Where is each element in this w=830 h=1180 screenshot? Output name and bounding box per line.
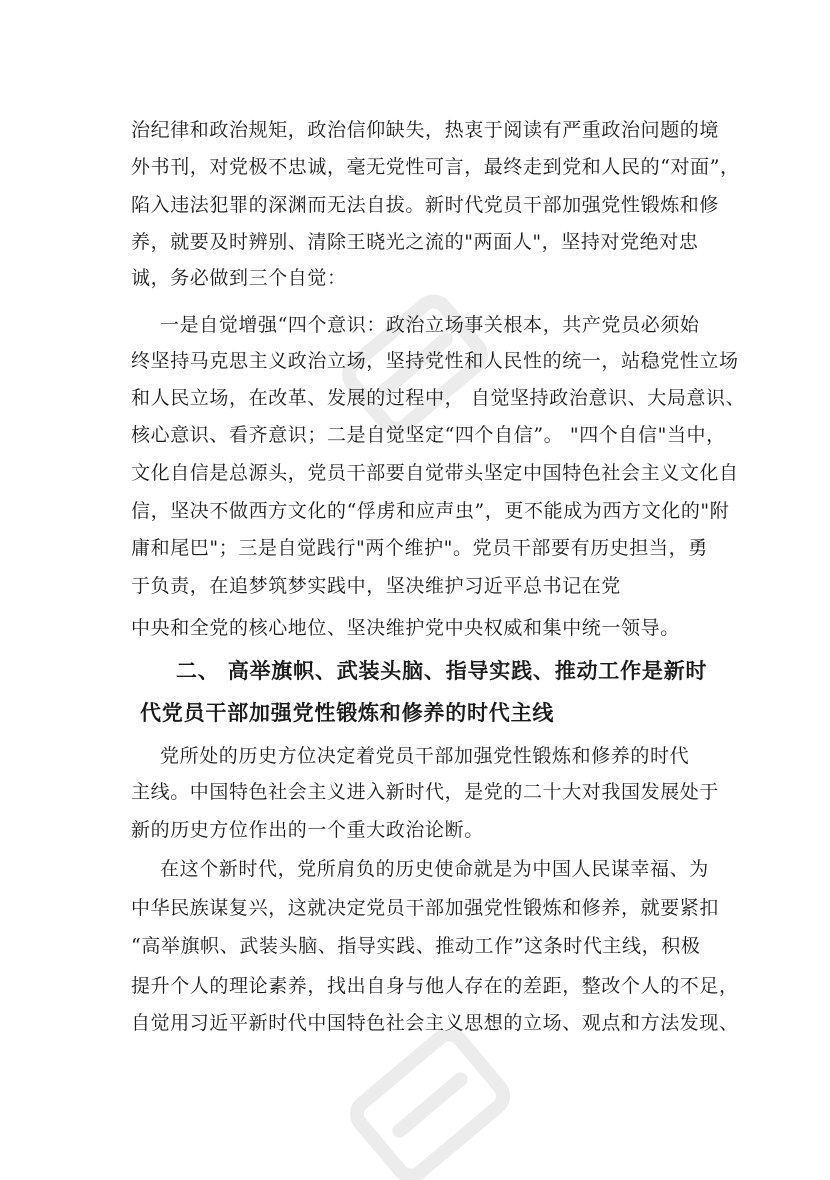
paragraph-2-line: 和人民立场，在改革、发展的过程中， 自觉坚持政治意识、大局意识、 xyxy=(131,387,746,409)
paragraph-2-line: 信，坚决不做西方文化的“俘虏和应声虫”，更不能成为西方文化的"附 xyxy=(131,500,730,522)
paragraph-3-line: 主线。中国特色社会主义进入新时代，是党的二十大对我国发展处于 xyxy=(131,781,720,803)
paragraph-1-line: 诚，务必做到三个自觉： xyxy=(131,267,347,289)
section-heading: 代党员干部加强党性锻炼和修养的时代主线 xyxy=(140,701,555,725)
paragraph-1-line: 外书刊，对党极不忠诚，毫无党性可言，最终走到党和人民的“对面”， xyxy=(131,156,740,178)
paragraph-1-line: 陷入违法犯罪的深渊而无法自拔。新时代党员干部加强党性锻炼和修 xyxy=(131,194,720,216)
paragraph-2-line: 一是自觉增强“四个意识：政治立场事关根本，共产党员必须始 xyxy=(160,314,700,336)
paragraph-2-line: 于负责，在追梦筑梦实践中，坚决维护习近平总书记在党 xyxy=(131,575,622,597)
paragraph-4-line: 中华民族谋复兴，这就决定党员干部加强党性锻炼和修养，就要紧扣 xyxy=(131,897,720,919)
paragraph-1-line: 治纪律和政治规矩，政治信仰缺失，热衷于阅读有严重政治问题的境 xyxy=(131,119,720,141)
paragraph-4-line: “高举旗帜、武装头脑、指导实践、推动工作”这条时代主线，积极 xyxy=(131,935,701,957)
paragraph-4-line: 提升个人的理论素养，找出自身与他人存在的差距，整改个人的不足， xyxy=(131,975,739,997)
paragraph-1-line: 养，就要及时辨别、清除王晓光之流的"两面人"，坚持对党绝对忠 xyxy=(131,231,699,253)
paragraph-4-line: 在这个新时代，党所肩负的历史使命就是为中国人民谋幸福、为 xyxy=(160,858,709,880)
paragraph-2-line: 终坚持马克思主义政治立场，坚持党性和人民性的统一，站稳党性立场 xyxy=(131,350,739,372)
paragraph-3-line: 党所处的历史方位决定着党员干部加强党性锻炼和修养的时代 xyxy=(160,745,690,767)
paragraph-2-line: 中央和全党的核心地位、坚决维护党中央权威和集中统一领导。 xyxy=(131,617,680,639)
watermark-bottom xyxy=(330,1030,530,1180)
paragraph-4-line: 自觉用习近平新时代中国特色社会主义思想的立场、观点和方法发现、 xyxy=(131,1012,739,1034)
paragraph-2-line: 核心意识、看齐意识；二是自觉坚定“四个自信”。 "四个自信"当中， xyxy=(131,424,726,446)
paragraph-2-line: 庸和尾巴"；三是自觉践行"两个维护"。党员干部要有历史担当，勇 xyxy=(131,537,708,559)
paragraph-2-line: 文化自信是总源头，党员干部要自觉带头坚定中国特色社会主义文化自 xyxy=(131,462,739,484)
paragraph-3-line: 新的历史方位作出的一个重大政治论断。 xyxy=(131,819,484,841)
section-heading: 二、 高举旗帜、武装头脑、指导实践、推动工作是新时 xyxy=(176,659,708,683)
